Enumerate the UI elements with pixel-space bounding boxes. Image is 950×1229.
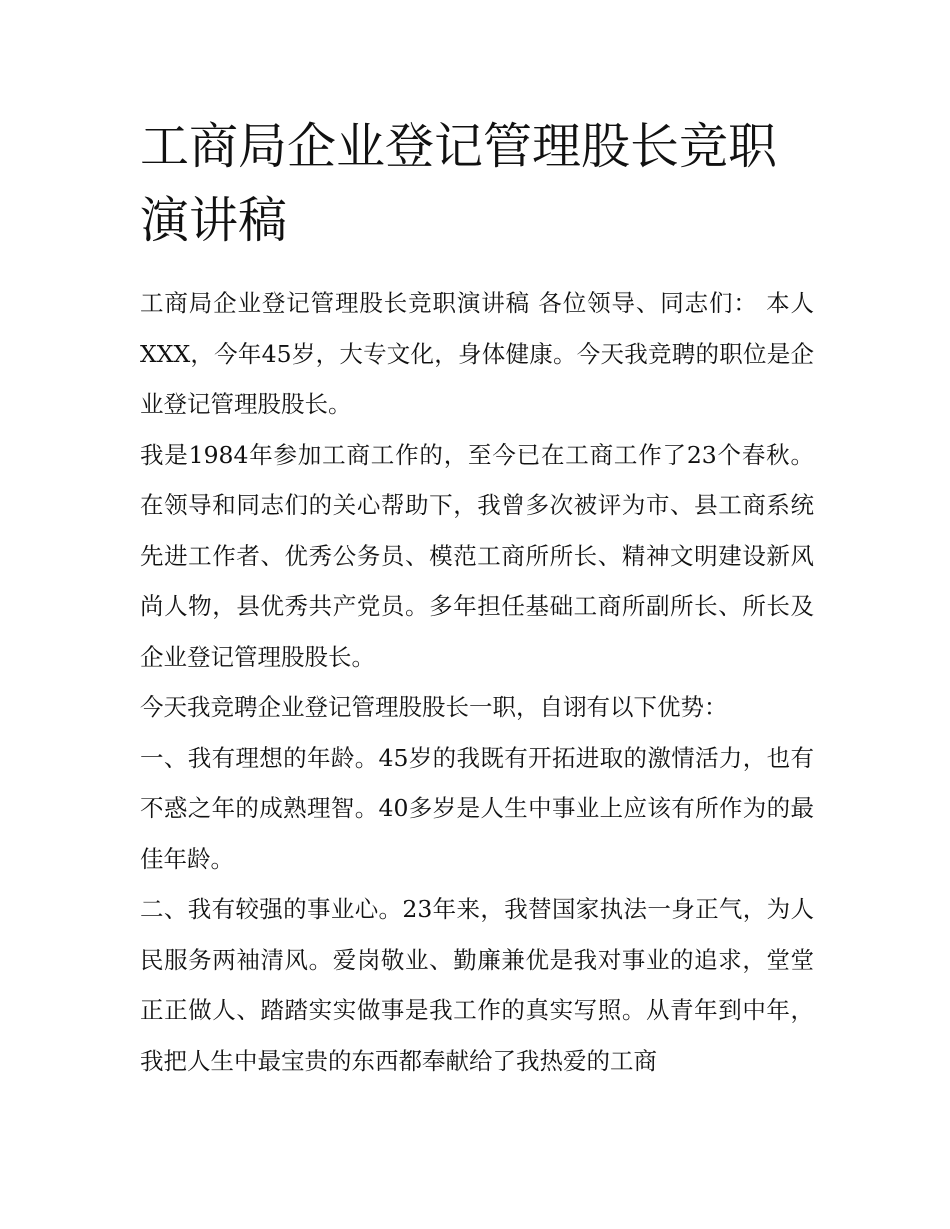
paragraph-intro: 工商局企业登记管理股长竞职演讲稿 各位领导、同志们： 本人XXX，今年45岁，大专文化，身体健康。今天我竞聘的职位是企业登记管理股股长。	[140, 289, 814, 418]
paragraph-advantage-age: 一、我有理想的年龄。45岁的我既有开拓进取的激情活力，也有不惑之年的成熟理智。40多岁是人生中事业上应该有所作为的最佳年龄。	[140, 743, 814, 873]
paragraph-advantages-intro: 今天我竞聘企业登记管理股股长一职，自诩有以下优势：	[140, 693, 728, 721]
document-title: 工商局企业登记管理股长竞职演讲稿	[140, 118, 778, 249]
document-body	[140, 278, 814, 1086]
paragraph-advantage-dedication: 二、我有较强的事业心。23年来，我替国家执法一身正气，为人民服务两袖清风。爱岗敬业、勤廉兼优是我对事业的追求，堂堂正正做人、踏踏实实做事是我工作的真实写照。从青年到中年，我把人生中最宝贵的东西都奉献给了我热爱的工商	[140, 895, 814, 1075]
paragraph-experience: 我是1984年参加工商工作的，至今已在工商工作了23个春秋。在领导和同志们的关心帮助下，我曾多次被评为市、县工商系统先进工作者、优秀公务员、模范工商所所长、精神文明建设新风尚人物，县优秀共产党员。多年担任基础工商所副所长、所长及企业登记管理股股长。	[140, 440, 814, 671]
